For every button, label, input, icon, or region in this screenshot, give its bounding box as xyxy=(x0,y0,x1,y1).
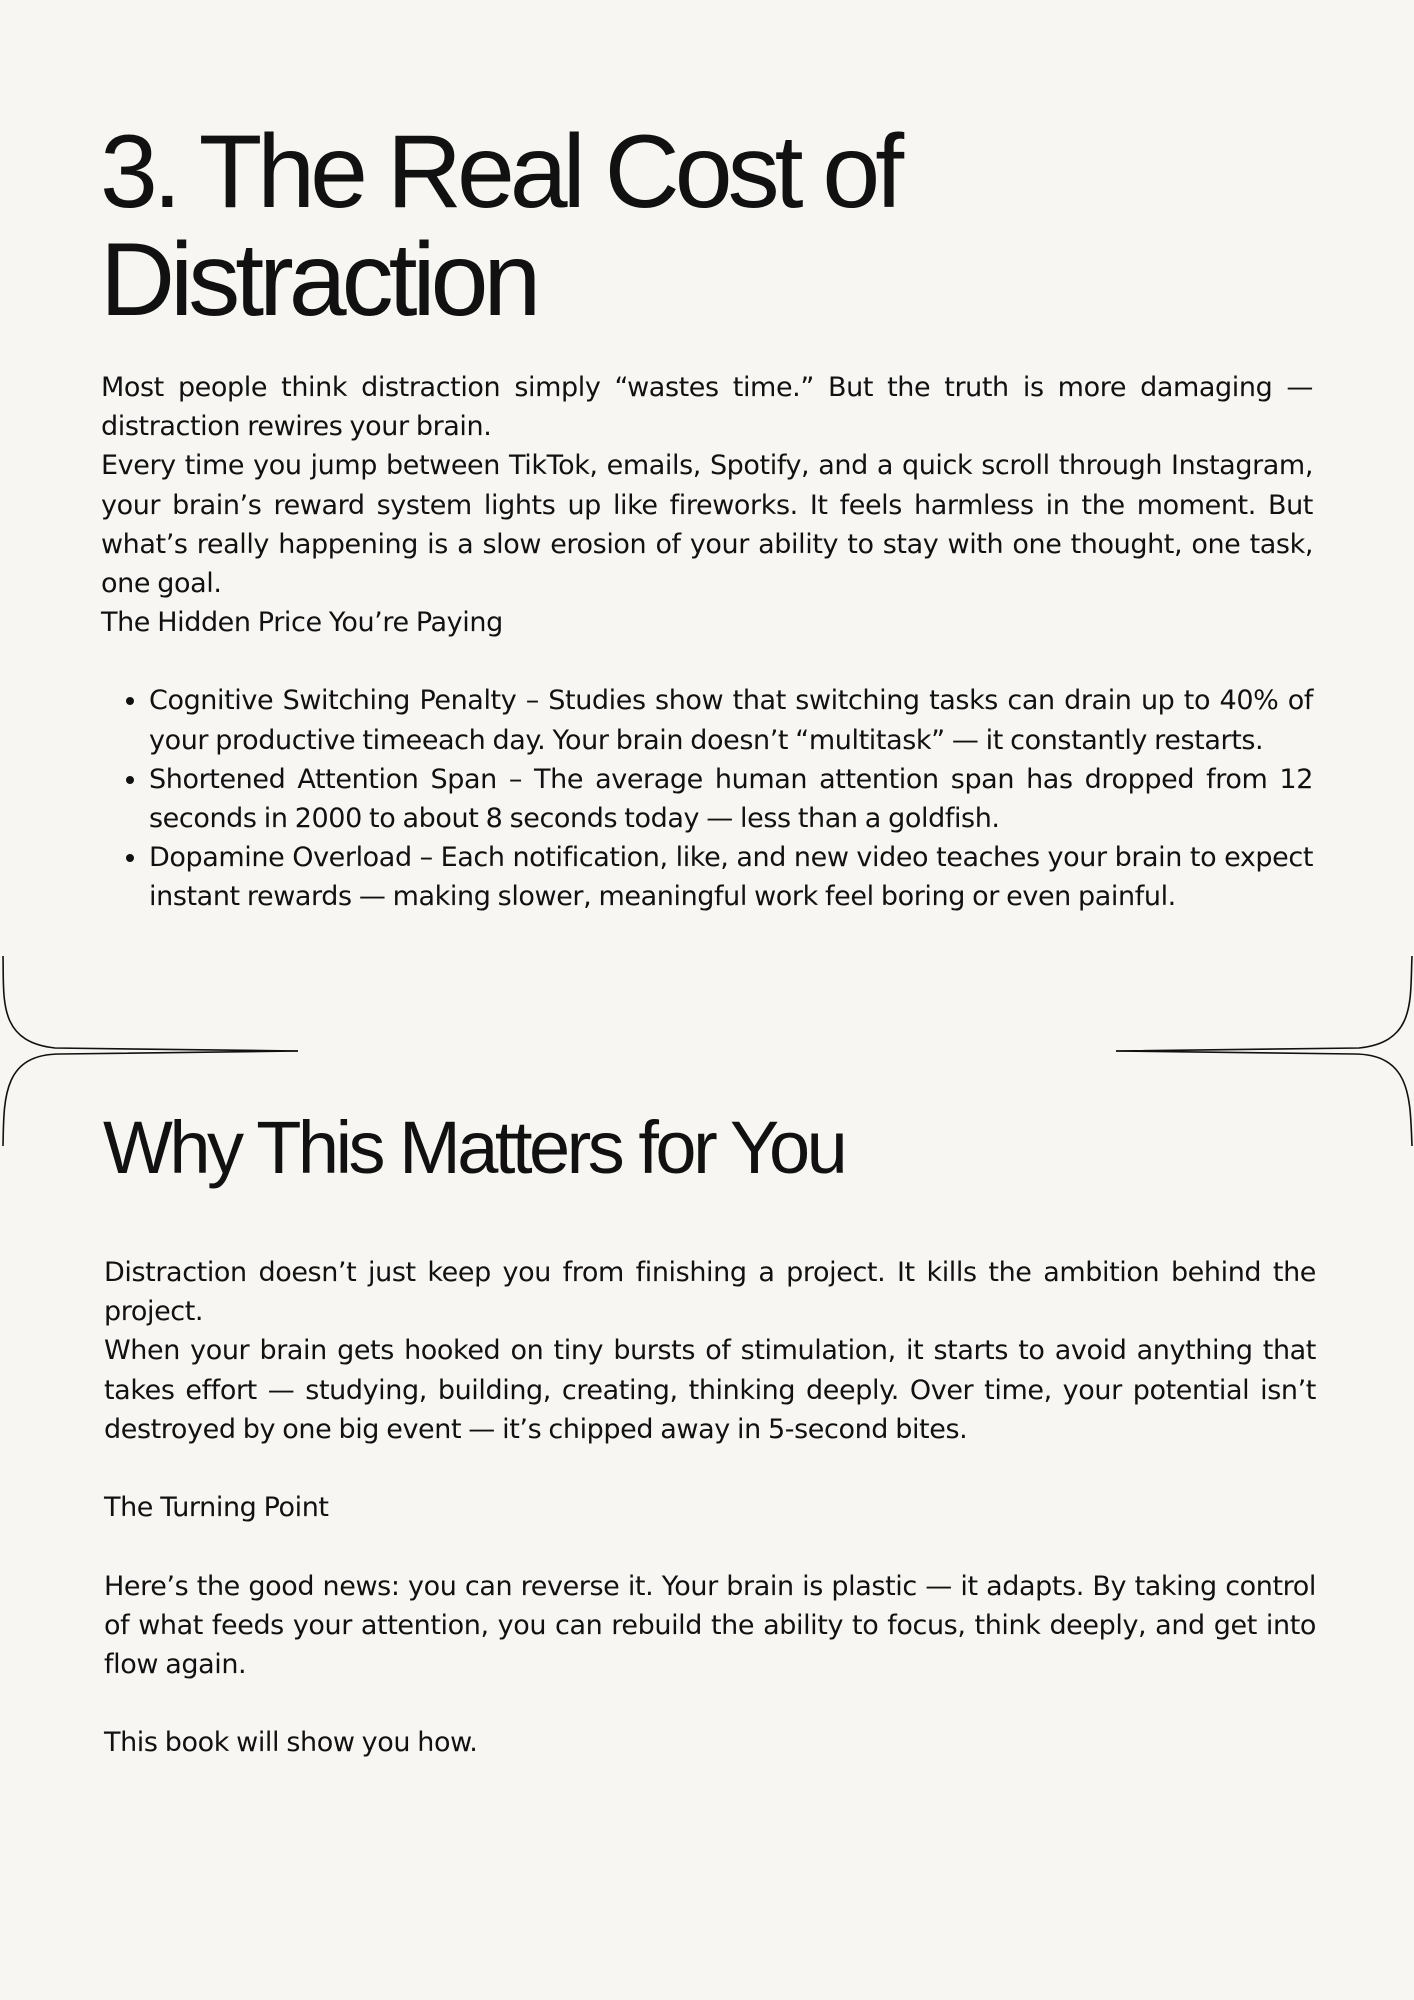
page-title xyxy=(100,114,1100,338)
hidden-price-list xyxy=(101,681,1313,916)
intro-section xyxy=(101,368,1313,917)
turning-point-heading: The Turning Point xyxy=(104,1492,329,1524)
intro-paragraph-1: Most people think distraction simply “wastes time.” But the truth is more damaging — distraction rewires your brain. xyxy=(101,372,1313,443)
list-item: • Cognitive Switching Penalty – Studies show that switching tasks can drain up to 40% of your productive timeeach day. Your brain doesn’t “multitask” — it constantly restarts. xyxy=(149,681,1313,759)
section-paragraph-3: Here’s the good news: you can reverse it. Your brain is plastic — it adapts. By taking control of what feeds your attention, you can rebuild the ability to focus, think deeply, and get into flow again. xyxy=(104,1570,1316,1680)
list-item: • Shortened Attention Span – The average human attention span has dropped from 12 seconds in 2000 to about 8 seconds today — less than a goldfish. xyxy=(149,760,1313,838)
section-heading: Why This Matters for You xyxy=(103,1106,845,1189)
spacer xyxy=(104,1527,1316,1566)
intro-paragraph-2: Every time you jump between TikTok, emails, Spotify, and a quick scroll through Instagram, your brain’s reward system lights up like fireworks. It feels harmless in the moment. But what’s really happening is a slow erosion of your ability to stay with one thought, one task, one goal. xyxy=(101,450,1313,600)
hidden-price-heading: The Hidden Price You’re Paying xyxy=(101,607,503,639)
section-paragraph-4: This book will show you how. xyxy=(104,1727,478,1759)
page-title-line-1: 3. The Real Cost of xyxy=(100,114,900,230)
divider-right-upper-curve xyxy=(1116,956,1412,1051)
spacer xyxy=(104,1449,1316,1488)
divider-right-lower-curve xyxy=(1116,1051,1412,1146)
page-title-line-2: Distraction xyxy=(100,222,537,338)
divider-left-upper-curve xyxy=(3,956,298,1051)
list-item: • Dopamine Overload – Each notification, like, and new video teaches your brain to expect instant rewards — making slower, meaningful work feel boring or even painful. xyxy=(149,838,1313,916)
why-it-matters-section xyxy=(104,1253,1316,1763)
spacer xyxy=(104,1684,1316,1723)
section-paragraph-1: Distraction doesn’t just keep you from finishing a project. It kills the ambition behind the project. xyxy=(104,1257,1316,1328)
section-paragraph-2: When your brain gets hooked on tiny bursts of stimulation, it starts to avoid anything that takes effort — studying, building, creating, thinking deeply. Over time, your potential isn’t destroyed by one big event — it’s chipped away in 5-second bites. xyxy=(104,1335,1316,1445)
